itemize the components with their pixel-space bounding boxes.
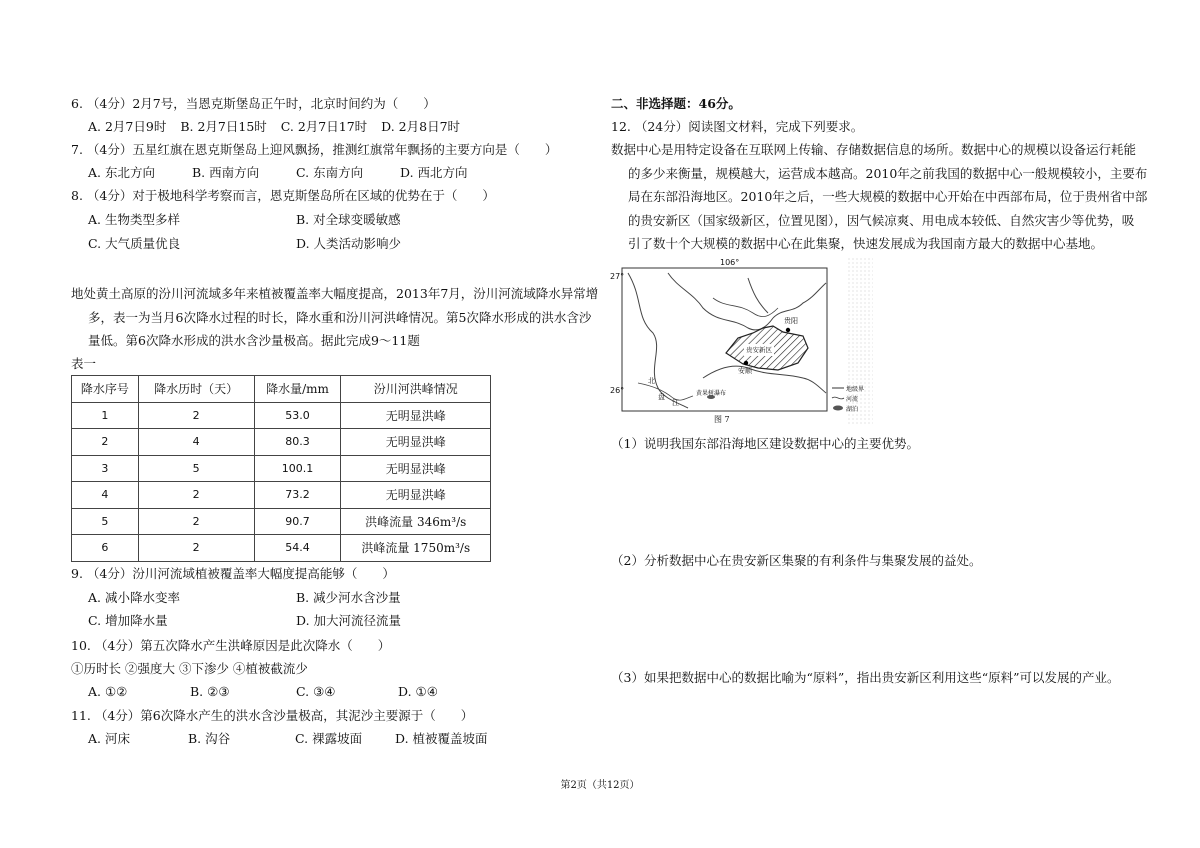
q9-option-b[interactable]: B. 减少河水含沙量 xyxy=(296,590,401,605)
q7-stem: 7. （4分）五星红旗在恩克斯堡岛上迎风飘扬，推测红旗常年飘扬的主要方向是（ ） xyxy=(71,142,558,157)
table-header: 降水序号 xyxy=(72,376,139,403)
q9-option-a[interactable]: A. 减小降水变率 xyxy=(88,590,180,605)
rainfall-table xyxy=(71,375,491,562)
q12-passage-line-2: 的多少来衡量，规模越大，运营成本越高。2010年之前我国的数据中心一般规模较小，主要布 xyxy=(628,166,1148,181)
q10-option-b[interactable]: B. ②③ xyxy=(190,684,230,699)
q7-option-c[interactable]: C. 东南方向 xyxy=(296,165,364,180)
table-row xyxy=(72,455,491,482)
city-guiyang-label: 贵阳 xyxy=(784,317,798,325)
q10-options xyxy=(88,680,438,703)
table-row xyxy=(72,482,491,509)
page-footer: 第2页（共12页） xyxy=(560,780,640,791)
lon-label: 106° xyxy=(720,258,740,267)
passage-line-3: 量低。第6次降水形成的洪水含沙量极高。据此完成9～11题 xyxy=(88,333,420,348)
table-title: 表一 xyxy=(71,356,97,371)
q12-sub2: （2）分析数据中心在贵安新区集聚的有利条件与集聚发展的益处。 xyxy=(611,553,982,568)
table-cell: 3 xyxy=(72,455,139,482)
table-cell: 54.4 xyxy=(254,535,341,562)
guiyang-point xyxy=(786,328,790,332)
q10-sub: ①历时长 ②强度大 ③下渗少 ④植被截流少 xyxy=(71,661,308,676)
river-label-pan: 盘 xyxy=(658,393,665,401)
q9-stem: 9. （4分）汾川河流域植被覆盖率大幅度提高能够（ ） xyxy=(71,566,395,581)
table-cell: 2 xyxy=(138,508,254,535)
table-cell: 无明显洪峰 xyxy=(341,402,491,429)
table-cell: 无明显洪峰 xyxy=(341,482,491,509)
table-row xyxy=(72,508,491,535)
q9-option-c[interactable]: C. 增加降水量 xyxy=(88,613,168,628)
q11-option-c[interactable]: C. 裸露坡面 xyxy=(295,731,363,746)
map-caption: 图 7 xyxy=(714,415,730,424)
q12-passage-line-3: 局在东部沿海地区。2010年之后，一些大规模的数据中心开始在中西部布局，位于贵州省中部 xyxy=(628,189,1148,204)
q8-option-c[interactable]: C. 大气质量优良 xyxy=(88,236,181,251)
river-label-bei: 北 xyxy=(648,377,655,385)
q10-option-d[interactable]: D. ①④ xyxy=(398,684,438,699)
table-cell: 5 xyxy=(72,508,139,535)
legend-boundary: 地级界 xyxy=(846,386,865,393)
q8-option-b[interactable]: B. 对全球变暖敏感 xyxy=(296,212,401,227)
table-cell: 洪峰流量 1750m³/s xyxy=(341,535,491,562)
table-row xyxy=(72,402,491,429)
legend-river: 河流 xyxy=(846,396,859,403)
q7-option-a[interactable]: A. 东北方向 xyxy=(88,165,155,180)
section-heading: 二、非选择题：46分。 xyxy=(611,96,741,111)
table-header-row xyxy=(72,376,491,403)
q11-option-d[interactable]: D. 植被覆盖坡面 xyxy=(395,731,488,746)
q6-stem: 6. （4分）2月7号，当恩克斯堡岛正午时，北京时间约为（ ） xyxy=(71,96,436,111)
q11-options xyxy=(88,727,488,750)
table-row xyxy=(72,535,491,562)
q7-options xyxy=(88,161,468,184)
q10-stem: 10. （4分）第五次降水产生洪峰原因是此次降水（ ） xyxy=(71,638,391,653)
lat-top-label: 27° xyxy=(610,272,625,281)
q12-passage-line-4: 的贵安新区（国家级新区，位置见图），因气候凉爽、用电成本较低、自然灾害少等优势，吸 xyxy=(628,213,1135,228)
city-anshun-label: 安顺 xyxy=(738,367,752,375)
q12-sub1: （1）说明我国东部沿海地区建设数据中心的主要优势。 xyxy=(611,436,919,451)
lat-bottom-label: 26° xyxy=(610,386,625,395)
table-cell: 2 xyxy=(72,429,139,456)
q8-stem: 8. （4分）对于极地科学考察而言，恩克斯堡岛所在区域的优势在于（ ） xyxy=(71,188,495,203)
q10-option-c[interactable]: C. ③④ xyxy=(296,684,336,699)
legend-lake: 湖泊 xyxy=(846,406,859,413)
table-header: 降水量/mm xyxy=(254,376,341,403)
q10-option-a[interactable]: A. ①② xyxy=(88,684,128,699)
q7-option-d[interactable]: D. 西北方向 xyxy=(400,165,468,180)
q8-option-a[interactable]: A. 生物类型多样 xyxy=(88,212,180,227)
q8-option-d[interactable]: D. 人类活动影响少 xyxy=(296,236,402,251)
table-cell: 53.0 xyxy=(254,402,341,429)
waterfall-label: 黄果树瀑布 xyxy=(696,390,727,397)
river-label-jiang: 江 xyxy=(672,399,679,407)
table-cell: 2 xyxy=(138,402,254,429)
table-cell: 73.2 xyxy=(254,482,341,509)
q6-option-a[interactable]: A. 2月7日9时 xyxy=(88,119,167,134)
q12-stem: 12. （24分）阅读图文材料，完成下列要求。 xyxy=(611,119,864,134)
guian-location-map xyxy=(608,258,873,426)
anshun-point xyxy=(744,361,748,365)
table-header: 降水历时（天） xyxy=(138,376,254,403)
q12-sub3: （3）如果把数据中心的数据比喻为“原料”，指出贵安新区利用这些“原料”可以发展的产业。 xyxy=(611,670,1120,685)
region-label: 贵安新区 xyxy=(746,346,772,354)
q6-option-d[interactable]: D. 2月8日7时 xyxy=(381,119,461,134)
table-cell: 4 xyxy=(72,482,139,509)
passage-line-1: 地处黄土高原的汾川河流域多年来植被覆盖率大幅度提高，2013年7月，汾川河流域降水异常增 xyxy=(71,286,599,301)
table-cell: 100.1 xyxy=(254,455,341,482)
table-cell: 无明显洪峰 xyxy=(341,455,491,482)
q12-passage-line-5: 引了数十个大规模的数据中心在此集聚，快速发展成为我国南方最大的数据中心基地。 xyxy=(628,236,1104,251)
table-cell: 2 xyxy=(138,482,254,509)
table-row xyxy=(72,429,491,456)
table-cell: 1 xyxy=(72,402,139,429)
table-cell: 无明显洪峰 xyxy=(341,429,491,456)
q11-option-b[interactable]: B. 沟谷 xyxy=(188,731,231,746)
passage-line-2: 多，表一为当月6次降水过程的时长，降水重和汾川河洪峰情况。第5次降水形成的洪水含沙 xyxy=(88,310,592,325)
table-cell: 洪峰流量 346m³/s xyxy=(341,508,491,535)
table-cell: 4 xyxy=(138,429,254,456)
table-cell: 6 xyxy=(72,535,139,562)
q9-option-d[interactable]: D. 加大河流径流量 xyxy=(296,613,402,628)
q6-option-c[interactable]: C. 2月7日17时 xyxy=(280,119,368,134)
q6-options xyxy=(88,115,460,138)
table-cell: 5 xyxy=(138,455,254,482)
table-header: 汾川河洪峰情况 xyxy=(341,376,491,403)
q7-option-b[interactable]: B. 西南方向 xyxy=(192,165,260,180)
table-cell: 90.7 xyxy=(254,508,341,535)
table-cell: 2 xyxy=(138,535,254,562)
q6-option-b[interactable]: B. 2月7日15时 xyxy=(180,119,267,134)
q11-stem: 11. （4分）第6次降水产生的洪水含沙量极高，其泥沙主要源于（ ） xyxy=(71,708,474,723)
q12-passage-line-1: 数据中心是用特定设备在互联网上传输、存储数据信息的场所。数据中心的规模以设备运行耗能 xyxy=(611,142,1137,157)
table-cell: 80.3 xyxy=(254,429,341,456)
q11-option-a[interactable]: A. 河床 xyxy=(88,731,130,746)
